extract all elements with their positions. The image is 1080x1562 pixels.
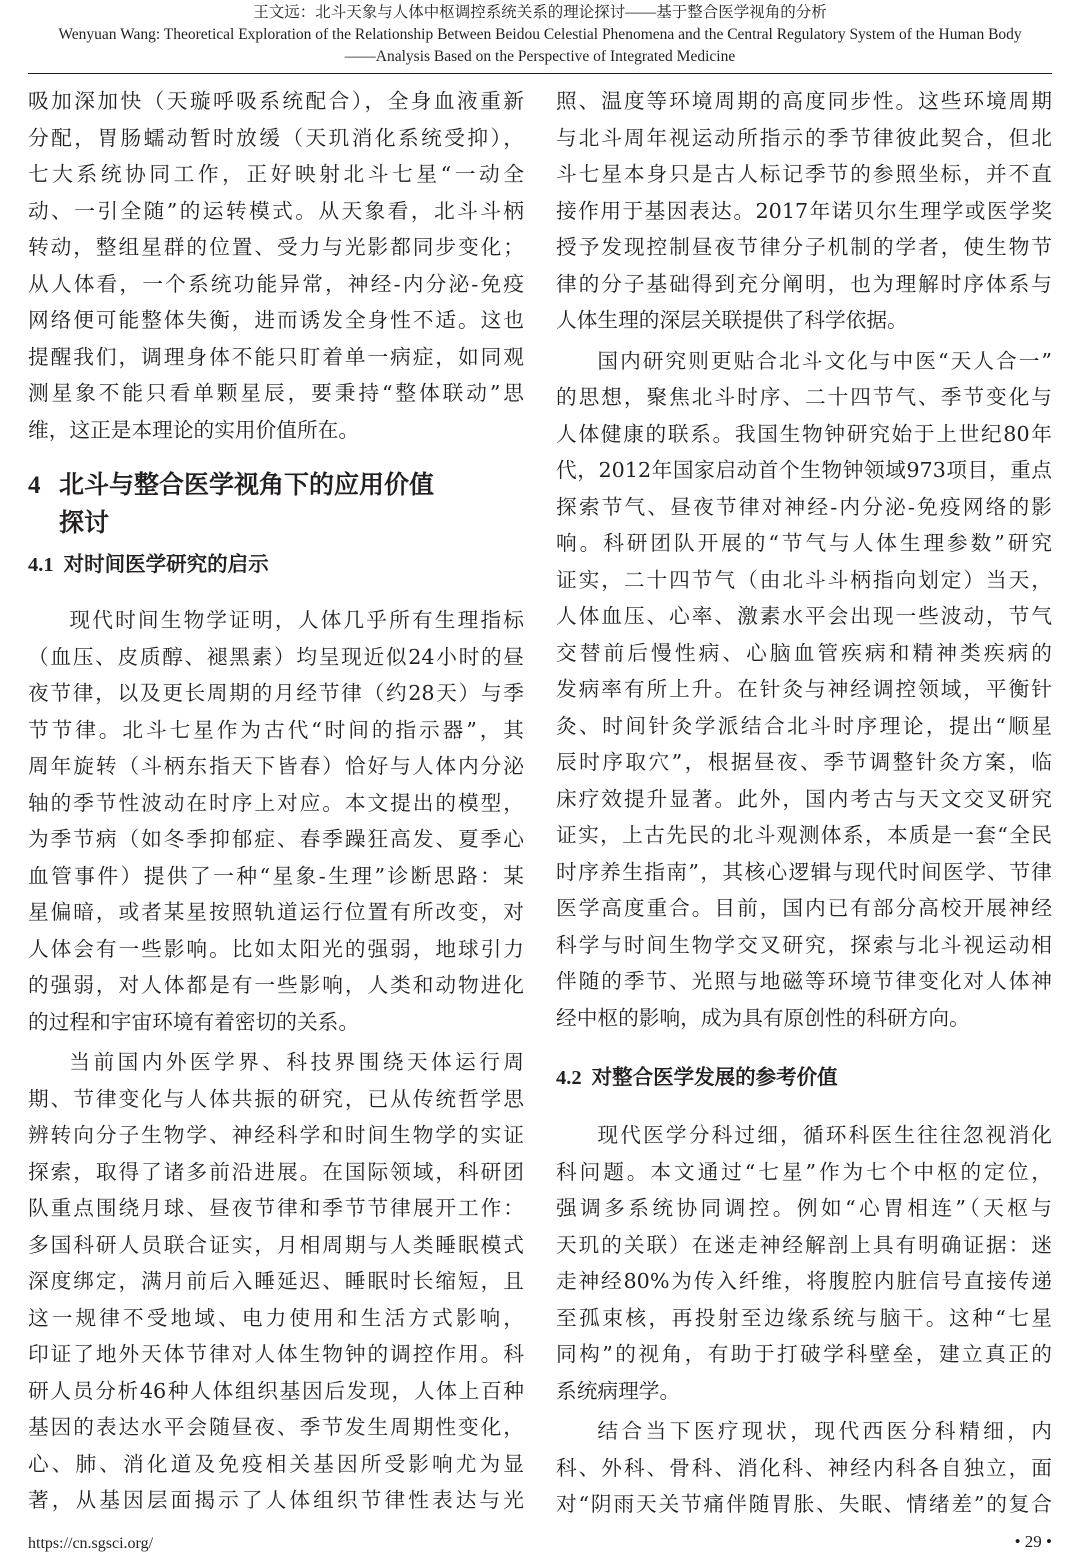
text-line: 人体健康的联系。我国生物钟研究始于上世纪80年 [556, 421, 1052, 446]
text-line: 当前国内外医学界、科技界围绕天体运行周 [69, 1050, 524, 1074]
text-line: 现代医学分科过细，循环科医生往往忽视消化 [597, 1123, 1052, 1147]
text-line: 与北斗周年视运动所指示的季节律彼此契合，但北 [556, 125, 1052, 150]
running-head [0, 2, 1080, 68]
text-line: 斗七星本身只是古人标记季节的参照坐标，并不直 [556, 162, 1052, 186]
body-paragraph-international-research [28, 1044, 524, 1519]
text-line: 辨转向分子生物学、神经科学和时间生物学的实证 [28, 1123, 524, 1147]
text-line: 七大系统协同工作，正好映射北斗七星“一动全 [28, 162, 524, 186]
text-line: 结合当下医疗现状，现代西医分科精细，内 [597, 1419, 1052, 1443]
text-line: 辰时序取穴”，根据昼夜、季节调整针灸方案，临 [556, 750, 1052, 774]
text-line: 节节律。北斗七星作为古代“时间的指示器”，其 [28, 717, 524, 742]
text-line: 探索节气、昼夜节律对神经-内分泌-免疫网络的影 [556, 494, 1052, 519]
text-line: 国内研究则更贴合北斗文化与中医“天人合一” [597, 348, 1052, 373]
text-line: 经中枢的影响，成为具有原创性的科研方向。 [556, 1005, 970, 1030]
text-line: 维，这正是本理论的实用价值所在。 [28, 417, 360, 442]
text-line: 血管事件）提供了一种“星象-生理”诊断思路：某 [28, 863, 524, 888]
text-line: 科问题。本文通过“七星”作为七个中枢的定位， [556, 1159, 1052, 1184]
subsection-title: 对整合医学发展的参考价值 [591, 1065, 838, 1089]
text-line: 星偏暗，或者某星按照轨道运行位置有所改变，对 [28, 900, 524, 924]
body-paragraph-domestic-research [556, 343, 1052, 1037]
text-line: 强调多系统协同调控。例如“心胃相连”（天枢与 [556, 1196, 1052, 1220]
text-line: 伴随的季节、光照与地磁等环境节律变化对人体神 [556, 969, 1052, 993]
text-line: 同构”的视角，有助于打破学科壁垒，建立真正的 [556, 1342, 1052, 1366]
text-line: 网络便可能整体失衡，进而诱发全身性不适。这也 [28, 308, 524, 332]
text-line: 代，2012年国家启动首个生物钟领域973项目，重点 [556, 458, 1052, 482]
text-line: 科学与时间生物学交叉研究，探索与北斗视运动相 [556, 932, 1052, 957]
text-line: （血压、皮质醇、褪黑素）均呈现近似24小时的昼 [28, 644, 524, 669]
text-line: 队重点围绕月球、昼夜节律和季节节律展开工作： [28, 1196, 524, 1220]
subsection-number: 4.2 [556, 1067, 582, 1089]
text-line: 天玑的关联）在迷走神经解剖上具有明确证据：迷 [556, 1232, 1052, 1257]
text-line: 对“阴雨天关节痛伴随胃胀、失眠、情绪差”的复合 [556, 1492, 1052, 1516]
left-column [28, 83, 524, 1519]
text-line: 人体生理的深层关联提供了科学依据。 [556, 308, 908, 332]
text-line: 期、节律变化与人体共振的研究，已从传统哲学思 [28, 1086, 524, 1111]
text-line: 著，从基因层面揭示了人体组织节律性表达与光 [28, 1488, 524, 1512]
body-paragraph-integrated-medicine [556, 1117, 1052, 1409]
text-line: 交替前后慢性病、心脑血管疾病和精神类疾病的 [556, 640, 1052, 665]
text-line: 的强弱，对人体都是有一些影响，人类和动物进化 [28, 973, 524, 997]
text-line: 的过程和宇宙环境有着密切的关系。 [28, 1009, 360, 1034]
text-line: 发病率有所上升。在针灸与神经调控领域，平衡针 [556, 677, 1052, 701]
intro-paragraph [28, 83, 524, 448]
text-line: 周年旋转（斗柄东指天下皆春）恰好与人体内分泌 [28, 754, 524, 778]
running-head-chinese-title: 王文远：北斗天象与人体中枢调控系统关系的理论探讨——基于整合医学视角的分析 [253, 4, 827, 21]
continued-paragraph [556, 83, 1052, 339]
text-line: 科、外科、骨科、消化科、神经内科各自独立，面 [556, 1455, 1052, 1480]
text-line: 律的分子基础得到充分阐明，也为理解时序体系与 [556, 271, 1052, 296]
text-line: 人体会有一些影响。比如太阳光的强弱，地球引力 [28, 936, 524, 961]
text-line: 轴的季节性波动在时序上对应。本文提出的模型， [28, 790, 524, 815]
subsection-title: 对时间医学研究的启示 [63, 552, 269, 576]
text-line: 医学高度重合。目前，国内已有部分高校开展神经 [556, 896, 1052, 920]
text-line: 多国科研人员联合证实，月相周期与人类睡眠模式 [28, 1232, 524, 1257]
text-line: 响。科研团队开展的“节气与人体生理参数”研究 [556, 531, 1052, 555]
text-line: 动、一引全随”的运转模式。从天象看，北斗斗柄 [28, 198, 524, 223]
text-line: 吸加深加快（天璇呼吸系统配合），全身血液重新 [28, 89, 524, 113]
text-line: 这一规律不受地域、电力使用和生活方式影响， [28, 1305, 524, 1330]
body-paragraph-clinical-status [556, 1413, 1052, 1523]
text-line: 时序养生指南”，其核心逻辑与现代时间医学、节律 [556, 859, 1052, 884]
page-number: • 29 • [1014, 1532, 1052, 1551]
text-line: 人体血压、心率、激素水平会出现一些波动，节气 [556, 604, 1052, 628]
subsection-4-2-heading [556, 1060, 1052, 1095]
text-line: 分配，胃肠蠕动暂时放缓（天玑消化系统受抑）， [28, 125, 524, 150]
text-line: 走神经80%为传入纤维，将腹腔内脏信号直接传递 [556, 1269, 1052, 1293]
section-title-line2: 探讨 [59, 508, 110, 537]
subsection-number: 4.1 [28, 554, 54, 576]
text-line: 证实，上古先民的北斗观测体系，本质是一套“全民 [556, 823, 1052, 847]
footer-url: https://cn.sgsci.org/ [28, 1535, 154, 1552]
text-line: 照、温度等环境周期的高度同步性。这些环境周期 [556, 89, 1052, 113]
text-line: 测星象不能只看单颗星辰，要秉持“整体联动”思 [28, 381, 524, 405]
text-line: 转动，整组星群的位置、受力与光影都同步变化； [28, 235, 524, 259]
text-line: 系统病理学。 [556, 1378, 681, 1403]
text-line: 深度绑定，满月前后入睡延迟、睡眠时长缩短，且 [28, 1269, 524, 1293]
text-line: 证实，二十四节气（由北斗斗柄指向划定）当天， [556, 567, 1052, 592]
section-number: 4 [28, 472, 41, 499]
text-line: 心、肺、消化道及免疫相关基因所受影响尤为显 [28, 1451, 524, 1476]
text-line: 为季节病（如冬季抑郁症、春季躁狂高发、夏季心 [28, 827, 524, 851]
text-line: 探索，取得了诸多前沿进展。在国际领域，科研团 [28, 1159, 524, 1184]
section-title-line1: 北斗与整合医学视角下的应用价值 [59, 470, 435, 499]
section-4-heading [28, 466, 524, 541]
header-rule [28, 73, 1052, 74]
text-line: 提醒我们，调理身体不能只盯着单一病症，如同观 [28, 344, 524, 369]
text-line: 接作用于基因表达。2017年诺贝尔生理学或医学奖 [556, 198, 1052, 223]
subsection-4-1-heading [28, 547, 524, 582]
text-line: 授予发现控制昼夜节律分子机制的学者，使生物节 [556, 235, 1052, 259]
text-line: 基因的表达水平会随昼夜、季节发生周期性变化， [28, 1415, 524, 1439]
running-head-english-subtitle: ——Analysis Based on the Perspective of Integrated Medicine [344, 48, 736, 65]
text-line: 从人体看，一个系统功能异常，神经-内分泌-免疫 [28, 271, 524, 296]
text-line: 至孤束核，再投射至边缘系统与脑干。这种“七星 [556, 1305, 1052, 1330]
text-line: 床疗效提升显著。此外，国内考古与天文交叉研究 [556, 786, 1052, 811]
body-paragraph-chronobiology [28, 602, 524, 1040]
text-line: 灸、时间针灸学派结合北斗时序理论，提出“顺星 [556, 713, 1052, 738]
text-line: 现代时间生物学证明，人体几乎所有生理指标 [69, 608, 524, 632]
text-line: 印证了地外天体节律对人体生物钟的调控作用。科 [28, 1342, 524, 1366]
right-column [556, 83, 1052, 1523]
running-head-english-title: Wenyuan Wang: Theoretical Exploration of the Relationship Between Beidou Celestial Phenomena and the Central Regulatory System of the Human Body [58, 26, 1022, 43]
text-line: 研人员分析46种人体组织基因后发现，人体上百种 [28, 1378, 524, 1403]
text-line: 夜节律，以及更长周期的月经节律（约28天）与季 [28, 681, 524, 705]
text-line: 的思想，聚焦北斗时序、二十四节气、季节变化与 [556, 385, 1052, 409]
